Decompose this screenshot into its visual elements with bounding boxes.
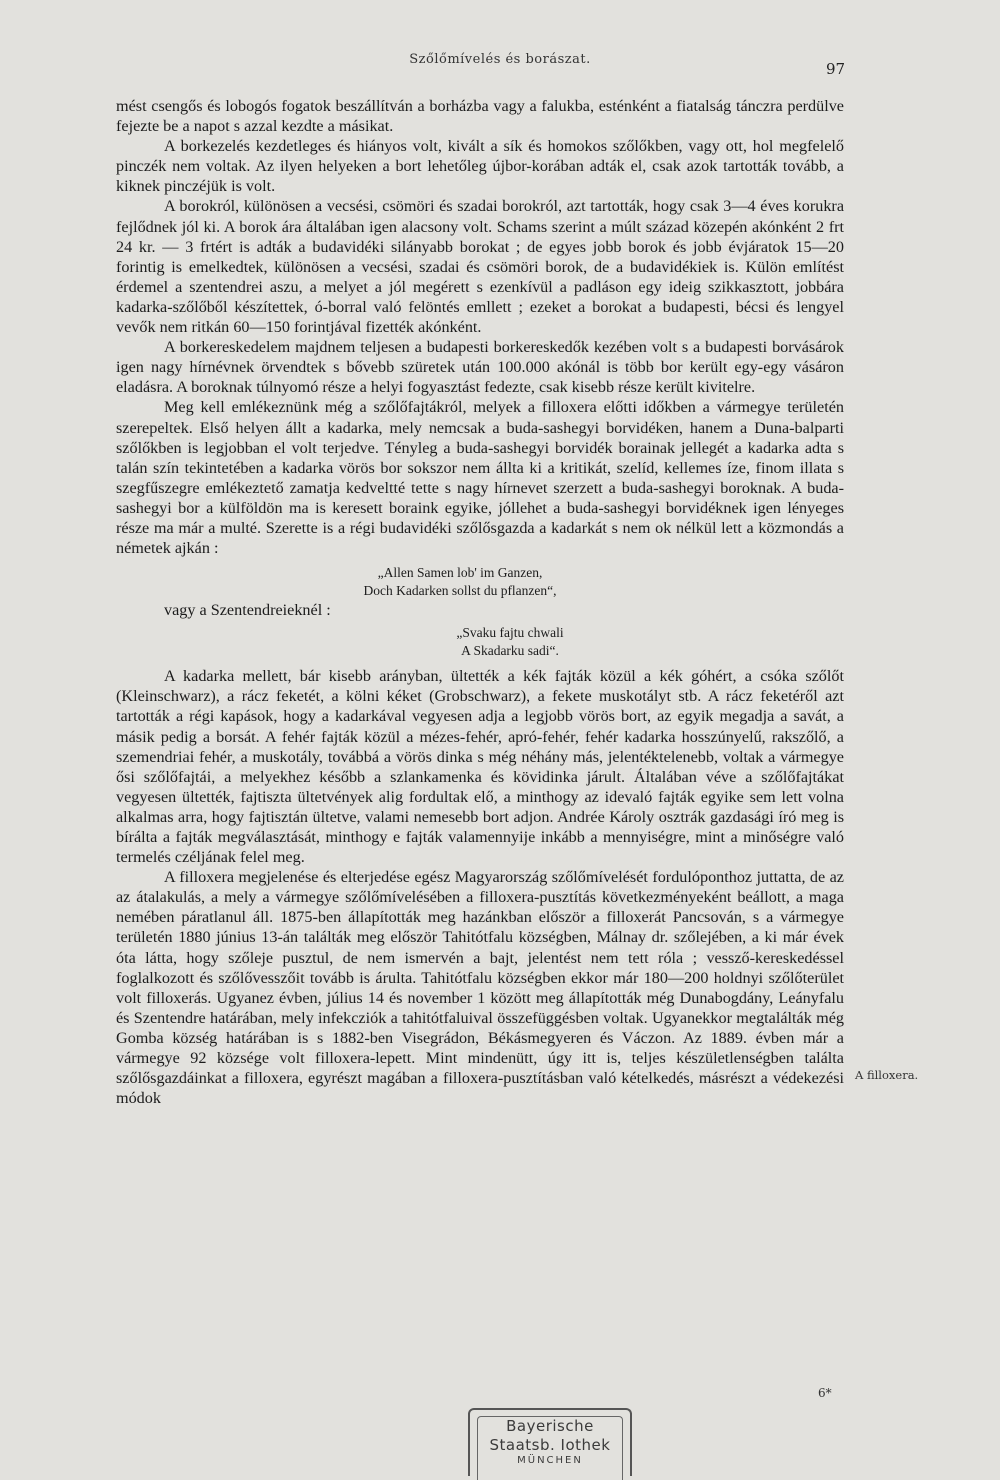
paragraph-6: A kadarka mellett, bár kisebb arányban, ültették a kék fajták közül a kék góhért, a csóka szőlőt (Kleinschwarz), a rácz feketét, a kölni kéket (Grobschwarz), a fekete muskotályt stb. A rácz feketéről azt tartották a régi kapások, hogy a kadarkával vegyesen adja a legjobb vörös bort, az egyik megadja a savát, a másik pedig a borsát. A fehér fajták közül a mézes-fehér, apró-fehér, fehér kadarka hosszúnyelű, rakszőlő, a szemendriai fehér, a muskotály, továbbá a vörös dinka s még néhány más, jelentéktelenebb, voltak a vármegye ősi szőlőfajtái, a melyekhez később a szlankamenka és kövidinka járult. Általában véve a szőlőfajtákat vegyesen ültették, fajtiszta ültetvények alig fordultak elő, a minthogy az idevaló fajták egyike sem lett volna alkalmas arra, hogy fajtisztán ültetve, valami nemesebb bort adjon. Andrée Károly osztrák gazdasági író meg is bírálta a fajták megválasztását, minthogy e fajták valamennyije inkább a mennyiségre, mint a minőségre való termelés czéljának felel meg. — [116, 667, 844, 867]
paragraph-4: A borkereskedelem majdnem teljesen a budapesti borkereskedők kezében volt s a budapesti borvásárok igen nagy hírnévnek örvendtek s bővebb szüretek után 100.000 akónál is több bor került egy-egy vásáron eladásra. A boroknak túlnyomó része a helyi fogyasztást fedezte, csak kisebb része került kivitelre. — [116, 338, 844, 397]
verse-line: A Skadarku sadi“. — [461, 643, 559, 659]
body-text — [116, 96, 844, 1108]
running-head: Szőlőmívelés és borászat. — [409, 52, 591, 67]
verse-intro: vagy a Szentendreieknél : — [164, 601, 331, 620]
paragraph-7: A filloxera megjelenése és elterjedése egész Magyarország szőlőmívelését fordulóponthoz juttatta, de az az átalakulás, a mely a vármegye szőlőmívelésében a filloxera-pusztítás következményeként beállott, a maga nemében páratlanul áll. 1875-ben állapították meg hazánkban először a filloxerát Pancsován, s a vármegye területén 1880 június 13-án találták meg először Tahitótfalu községben, Málnay dr. szőlejében, a ki már évek óta látta, hogy szőleje pusztul, de nem ismervén a bajt, jelentést nem tett róla ; vessző-kereskedéssel foglalkozott és szőlővesszőit tovább is árulta. Tahitótfalu községben ekkor már 180—200 holdnyi szőlőterület volt filloxerás. Ugyanez évben, július 14 és november 1 között meg állapították még Dunabogdány, Leányfalu és Szentendre határában, mely infekcziók a tahitótfaluival összefüggésben voltak. Ugyanekkor megtalálták még Gomba község határában is s 1882-ben Visegrádon, Békásmegyeren és Váczon. Az 1889. évben már a vármegye 92 községe volt filloxera-lepett. Mint mindenütt, úgy itt is, teljes készületlenségben találta szőlősgazdáinkat a filloxera, egyrészt magában a filloxera-pusztításban való kételkedés, másrészt a védekezési módok — [116, 868, 844, 1108]
stamp-line: Bayerische — [506, 1417, 594, 1435]
stamp-line: MÜNCHEN — [517, 1455, 583, 1466]
paragraph-3: A borokról, különösen a vecsési, csömöri és szadai borokról, azt tartották, hogy csak 3—4 éves korukra fejlődnek jól ki. A borok ára általában igen alacsony volt. Schams szerint a múlt század közepén akónként 2 frt 24 kr. — 3 frtért is adták a budavidéki silányabb borokat ; de egyes jobb borok és jobb évjáratok 15—20 forintig is emelkedtek, különösen a vecsési, szadai és csömöri borok, de a budavidékiek is. Külön említést érdemel a szentendrei aszu, a melyet a jól megérett s ezenkívül a padláson egy ideig szikkasztott, jobbára kadarka-szőlőből készítettek, ó-borral való felöntés emllett ; ezeket a borokat a budapesti, bécsi és lengyel vevők nem ritkán 60—150 forintjával fizették akónként. — [116, 197, 844, 337]
verse-line: „Svaku fajtu chwali — [456, 625, 564, 641]
margin-note: A filloxera. — [855, 1068, 919, 1082]
library-stamp-frame — [477, 1416, 623, 1480]
verse-line: Doch Kadarken sollst du pflanzen“, — [363, 583, 557, 599]
paragraph-1: mést csengős és lobogós fogatok beszállítván a borházba vagy a falukba, esténként a fiatalság tánczra perdülve fejezte be a napot s azzal kezdte a másikat. — [116, 97, 844, 136]
signature-mark: 6* — [818, 1386, 832, 1400]
paragraph-2: A borkezelés kezdetleges és hiányos volt, kivált a sík és homokos szőlőkben, vagy ott, hol megfelelő pinczék nem voltak. Az ilyen helyeken a bort lehetőleg újbor-korában adták el, csak azok tartották tovább, a kiknek pinczéjük is volt. — [116, 137, 844, 196]
verse-line: „Allen Samen lob' im Ganzen, — [377, 565, 543, 581]
german-proverb — [116, 564, 844, 600]
paragraph-5: Meg kell emlékeznünk még a szőlőfajtákról, melyek a filloxera előtti időkben a vármegye területén szerepeltek. Első helyen állt a kadarka, mely nemcsak a buda-sashegyi borvidéken, hanem a Duna-balparti szőlőkben is legjobban el volt terjedve. Tényleg a buda-sashegyi borvidék borainak jellegét a kadarka adta s talán szín tekintetében a kadarka vörös bor sokszor nem állta ki a kritikát, szelíd, kellemes íze, finom illata s szegfűszegre emlékeztető zamatja kedveltté tette s nagy hírnevet szerzett a buda-sashegyi boroknak. A buda-sashegyi bor a külföldön ma is keresett boraink egyike, jóllehet a buda-sashegyi borvidéknek igen lényeges része ma már a multé. Szerette is a régi budavidéki szőlősgazda a kadarkát s nem ok nélkül lett a közmondás a németek ajkán : — [116, 398, 844, 558]
library-stamp — [468, 1408, 632, 1476]
serbian-proverb — [116, 624, 844, 660]
stamp-line: Staatsb. Iothek — [489, 1436, 611, 1454]
page-number: 97 — [826, 60, 846, 78]
